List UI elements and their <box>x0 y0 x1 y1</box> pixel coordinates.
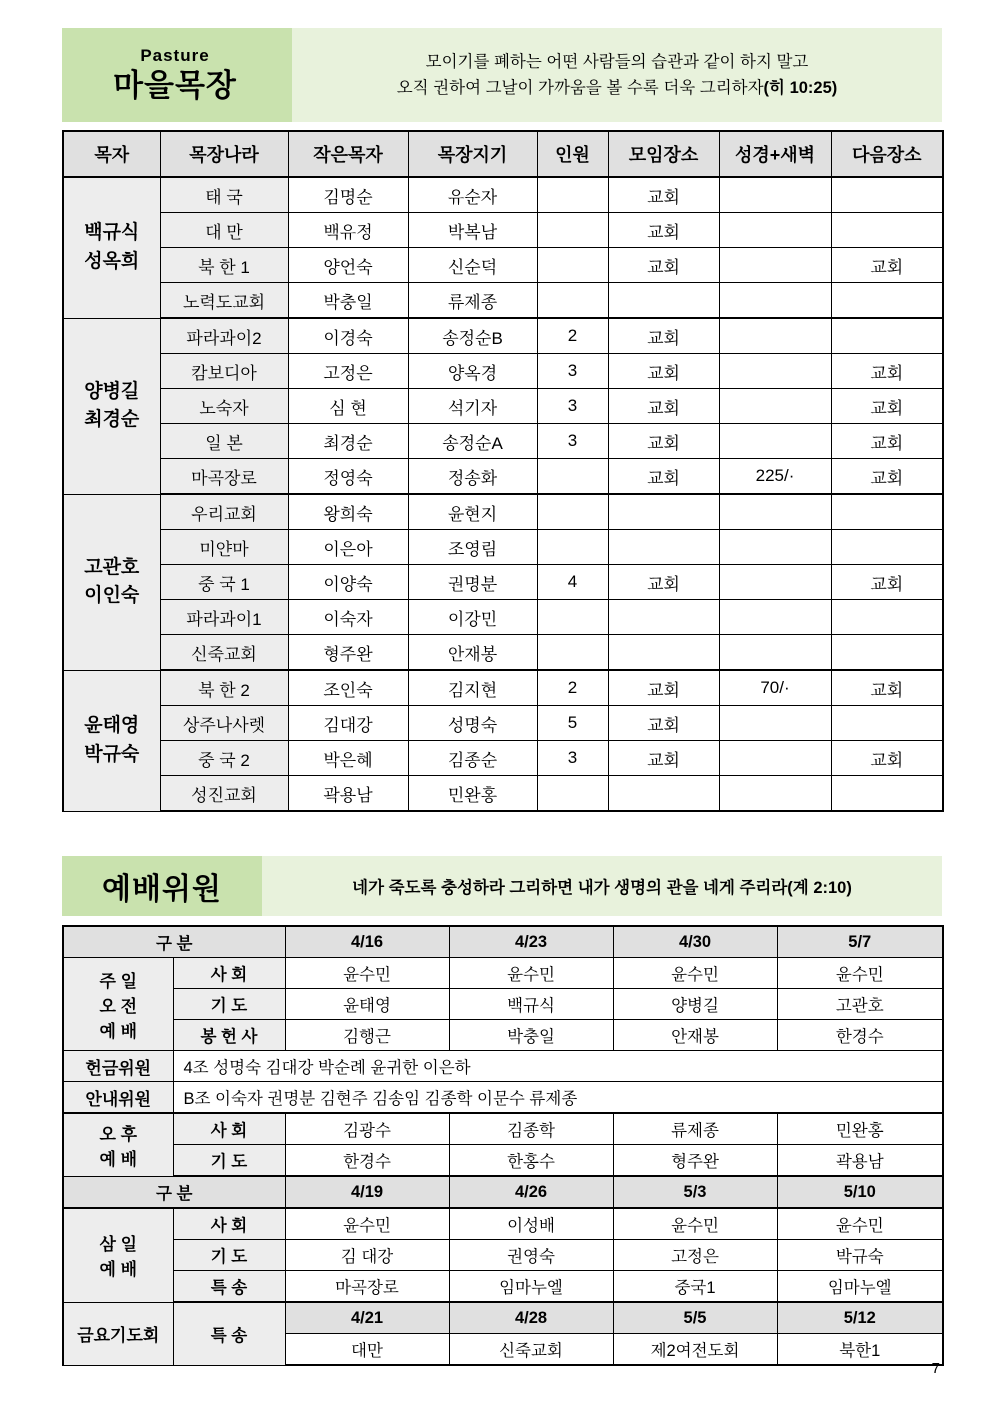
offering-label: 헌금위원 <box>63 1051 173 1082</box>
cell-bible <box>719 318 831 354</box>
cell-place <box>608 776 719 812</box>
cell-count <box>537 776 608 812</box>
role-label: 사 회 <box>173 1208 285 1240</box>
cell-keeper: 김지현 <box>408 670 537 706</box>
date-cell: 4/28 <box>449 1302 613 1334</box>
cell-count <box>537 213 608 248</box>
cell-bible <box>719 283 831 319</box>
cell-keeper: 성명숙 <box>408 706 537 741</box>
cell-country: 파라과이2 <box>160 318 288 354</box>
section-label: 구 분 <box>63 926 285 958</box>
table-row <box>63 177 943 213</box>
cell-keeper: 정송화 <box>408 459 537 495</box>
table-row <box>63 354 943 389</box>
cell-small-pastor: 양언숙 <box>288 248 408 283</box>
cell-next-place: 교회 <box>831 741 943 776</box>
date-cell: 4/16 <box>285 926 449 958</box>
worship-banner <box>62 856 942 916</box>
cell-count <box>537 635 608 671</box>
cell-keeper: 류제종 <box>408 283 537 319</box>
cell-bible <box>719 248 831 283</box>
table-row <box>63 1145 943 1177</box>
usher-committee-row <box>63 1082 943 1114</box>
pasture-pastor-cell <box>63 494 160 670</box>
cell-count: 3 <box>537 424 608 459</box>
cell-place: 교회 <box>608 354 719 389</box>
friday-label: 금요기도회 <box>63 1302 173 1365</box>
cell-count <box>537 530 608 565</box>
cell-country: 태 국 <box>160 177 288 213</box>
pasture-col-country: 목장나라 <box>160 131 288 177</box>
cell-place: 교회 <box>608 213 719 248</box>
wednesday-label <box>63 1208 173 1302</box>
cell-small-pastor: 곽용남 <box>288 776 408 812</box>
role-label: 기 도 <box>173 1145 285 1177</box>
cell-bible: 225/· <box>719 459 831 495</box>
cell-bible <box>719 741 831 776</box>
cell-small-pastor: 심 현 <box>288 389 408 424</box>
pastor-name-line2: 성옥희 <box>84 250 140 272</box>
pasture-col-keeper: 목장지기 <box>408 131 537 177</box>
cell-place: 교회 <box>608 565 719 600</box>
cell-next-place <box>831 530 943 565</box>
cell-country: 미얀마 <box>160 530 288 565</box>
worship-table <box>62 925 944 1366</box>
table-row <box>63 1020 943 1051</box>
usher-members: B조 이숙자 권명분 김현주 김송임 김종학 이문수 류제종 <box>173 1082 943 1114</box>
pasture-col-bible: 성경+새벽 <box>719 131 831 177</box>
date-cell: 4/30 <box>613 926 777 958</box>
cell-place <box>608 635 719 671</box>
cell-country: 성진교회 <box>160 776 288 812</box>
cell-place: 교회 <box>608 459 719 495</box>
role-label: 기 도 <box>173 1240 285 1271</box>
table-row <box>63 283 943 319</box>
cell-person: 한경수 <box>777 1020 943 1051</box>
role-label: 사 회 <box>173 958 285 989</box>
cell-keeper: 박복남 <box>408 213 537 248</box>
worship-title-cell <box>62 856 262 916</box>
cell-count: 5 <box>537 706 608 741</box>
cell-small-pastor: 이숙자 <box>288 600 408 635</box>
cell-person: 고관호 <box>777 989 943 1020</box>
offering-committee-row <box>63 1051 943 1082</box>
role-label: 봉 헌 사 <box>173 1020 285 1051</box>
cell-count <box>537 600 608 635</box>
table-row <box>63 706 943 741</box>
cell-person: 한홍수 <box>449 1145 613 1177</box>
cell-small-pastor: 고정은 <box>288 354 408 389</box>
sunday-am-label <box>63 958 173 1051</box>
cell-person: 중국1 <box>613 1271 777 1303</box>
cell-bible <box>719 424 831 459</box>
cell-country: 대 만 <box>160 213 288 248</box>
pasture-verse-line2: 오직 권하여 그날이 가까움을 볼 수록 더욱 그리하자 <box>396 79 764 97</box>
cell-person: 형주완 <box>613 1145 777 1177</box>
cell-country: 상주나사렛 <box>160 706 288 741</box>
cell-small-pastor: 이양숙 <box>288 565 408 600</box>
cell-keeper: 양옥경 <box>408 354 537 389</box>
table-row <box>63 1271 943 1303</box>
date-cell: 5/5 <box>613 1302 777 1334</box>
date-cell: 5/7 <box>777 926 943 958</box>
cell-person: 양병길 <box>613 989 777 1020</box>
cell-keeper: 윤현지 <box>408 494 537 530</box>
cell-place <box>608 494 719 530</box>
table-row <box>63 424 943 459</box>
cell-small-pastor: 최경순 <box>288 424 408 459</box>
cell-next-place <box>831 213 943 248</box>
cell-count <box>537 494 608 530</box>
table-row <box>63 776 943 812</box>
cell-next-place <box>831 635 943 671</box>
pastor-name-line2: 박규숙 <box>84 743 140 765</box>
table-row <box>63 989 943 1020</box>
cell-small-pastor: 정영숙 <box>288 459 408 495</box>
cell-small-pastor: 박은혜 <box>288 741 408 776</box>
cell-person: 윤수민 <box>613 958 777 989</box>
pasture-title-cell <box>62 28 292 122</box>
cell-next-place: 교회 <box>831 248 943 283</box>
table-row <box>63 741 943 776</box>
cell-count: 3 <box>537 389 608 424</box>
cell-keeper: 김종순 <box>408 741 537 776</box>
cell-country: 일 본 <box>160 424 288 459</box>
table-row <box>63 670 943 706</box>
cell-count <box>537 459 608 495</box>
cell-next-place: 교회 <box>831 354 943 389</box>
cell-person: 김종학 <box>449 1113 613 1145</box>
cell-next-place: 교회 <box>831 565 943 600</box>
friday-dates-row <box>63 1302 943 1334</box>
cell-place: 교회 <box>608 318 719 354</box>
pasture-pastor-cell <box>63 318 160 494</box>
cell-keeper: 송정순A <box>408 424 537 459</box>
cell-person: 박충일 <box>449 1020 613 1051</box>
sunday-pm-label <box>63 1113 173 1176</box>
cell-place: 교회 <box>608 424 719 459</box>
cell-place <box>608 283 719 319</box>
page-number: 7 <box>931 1360 940 1377</box>
worship-dates-row-b <box>63 1176 943 1208</box>
cell-keeper: 권명분 <box>408 565 537 600</box>
label-line: 삼 일 <box>99 1235 138 1255</box>
cell-country: 중 국 2 <box>160 741 288 776</box>
label-line: 예 배 <box>99 1260 138 1280</box>
cell-keeper: 신순덕 <box>408 248 537 283</box>
cell-next-place <box>831 600 943 635</box>
pasture-col-small-pastor: 작은목자 <box>288 131 408 177</box>
cell-bible: 70/· <box>719 670 831 706</box>
cell-person: 고정은 <box>613 1240 777 1271</box>
pasture-header-row <box>63 131 943 177</box>
cell-bible <box>719 494 831 530</box>
cell-country: 북 한 2 <box>160 670 288 706</box>
cell-small-pastor: 이경숙 <box>288 318 408 354</box>
cell-bible <box>719 177 831 213</box>
table-row <box>63 1113 943 1145</box>
cell-place: 교회 <box>608 248 719 283</box>
table-row <box>63 459 943 495</box>
cell-next-place <box>831 494 943 530</box>
cell-place <box>608 600 719 635</box>
cell-group: 신죽교회 <box>449 1334 613 1366</box>
cell-count: 3 <box>537 741 608 776</box>
pastor-name-line1: 고관호 <box>84 556 140 578</box>
role-label: 기 도 <box>173 989 285 1020</box>
cell-place: 교회 <box>608 389 719 424</box>
role-label: 특 송 <box>173 1271 285 1303</box>
pasture-pastor-cell <box>63 670 160 811</box>
cell-person: 김행근 <box>285 1020 449 1051</box>
cell-person: 윤수민 <box>285 1208 449 1240</box>
cell-country: 노숙자 <box>160 389 288 424</box>
cell-person: 김 대강 <box>285 1240 449 1271</box>
pasture-col-pastor: 목자 <box>63 131 160 177</box>
cell-count: 3 <box>537 354 608 389</box>
pasture-table <box>62 130 944 812</box>
cell-person: 윤수민 <box>285 958 449 989</box>
cell-person: 이성배 <box>449 1208 613 1240</box>
cell-next-place: 교회 <box>831 459 943 495</box>
worship-title: 예배위원 <box>102 873 222 906</box>
cell-keeper: 조영림 <box>408 530 537 565</box>
cell-person: 류제종 <box>613 1113 777 1145</box>
table-row <box>63 213 943 248</box>
cell-place <box>608 530 719 565</box>
pasture-col-next-place: 다음장소 <box>831 131 943 177</box>
cell-keeper: 민완홍 <box>408 776 537 812</box>
cell-person: 마곡장로 <box>285 1271 449 1303</box>
cell-group: 북한1 <box>777 1334 943 1366</box>
table-row <box>63 389 943 424</box>
cell-next-place <box>831 177 943 213</box>
cell-person: 한경수 <box>285 1145 449 1177</box>
cell-group: 제2여전도회 <box>613 1334 777 1366</box>
cell-person: 박규숙 <box>777 1240 943 1271</box>
label-line: 주 일 <box>99 971 138 991</box>
table-row <box>63 565 943 600</box>
cell-small-pastor: 형주완 <box>288 635 408 671</box>
usher-label: 안내위원 <box>63 1082 173 1114</box>
offering-members: 4조 성명숙 김대강 박순례 윤귀한 이은하 <box>173 1051 943 1082</box>
cell-person: 임마누엘 <box>449 1271 613 1303</box>
cell-person: 임마누엘 <box>777 1271 943 1303</box>
label-line: 오 전 <box>99 996 138 1016</box>
cell-bible <box>719 600 831 635</box>
pastor-name-line1: 양병길 <box>84 380 140 402</box>
cell-person: 백규식 <box>449 989 613 1020</box>
cell-country: 신죽교회 <box>160 635 288 671</box>
date-cell: 4/19 <box>285 1176 449 1208</box>
pastor-name-line1: 백규식 <box>84 222 140 244</box>
cell-person: 권영숙 <box>449 1240 613 1271</box>
cell-next-place <box>831 283 943 319</box>
label-line: 예 배 <box>99 1149 138 1169</box>
table-row <box>63 635 943 671</box>
pastor-name-line2: 최경순 <box>84 409 140 430</box>
cell-place: 교회 <box>608 741 719 776</box>
cell-person: 윤수민 <box>777 958 943 989</box>
pasture-col-place: 모임장소 <box>608 131 719 177</box>
cell-keeper: 안재봉 <box>408 635 537 671</box>
cell-person: 윤수민 <box>613 1208 777 1240</box>
cell-small-pastor: 왕희숙 <box>288 494 408 530</box>
cell-bible <box>719 635 831 671</box>
cell-group: 대만 <box>285 1334 449 1366</box>
table-row <box>63 530 943 565</box>
cell-next-place: 교회 <box>831 670 943 706</box>
date-cell: 4/21 <box>285 1302 449 1334</box>
cell-small-pastor: 박충일 <box>288 283 408 319</box>
date-cell: 5/12 <box>777 1302 943 1334</box>
cell-person: 윤태영 <box>285 989 449 1020</box>
cell-small-pastor: 김대강 <box>288 706 408 741</box>
cell-next-place <box>831 776 943 812</box>
cell-small-pastor: 백유정 <box>288 213 408 248</box>
worship-dates-row-a <box>63 926 943 958</box>
cell-country: 파라과이1 <box>160 600 288 635</box>
cell-bible <box>719 776 831 812</box>
role-label: 사 회 <box>173 1113 285 1145</box>
cell-place: 교회 <box>608 177 719 213</box>
cell-keeper: 유순자 <box>408 177 537 213</box>
cell-next-place: 교회 <box>831 389 943 424</box>
cell-person: 윤수민 <box>449 958 613 989</box>
cell-person: 민완홍 <box>777 1113 943 1145</box>
label-line: 예 배 <box>99 1021 138 1041</box>
date-cell: 5/3 <box>613 1176 777 1208</box>
cell-bible <box>719 354 831 389</box>
worship-verse: 네가 죽도록 충성하라 그리하면 내가 생명의 관을 네게 주리라(계 2:10) <box>352 879 852 897</box>
cell-bible <box>719 389 831 424</box>
cell-small-pastor: 이은아 <box>288 530 408 565</box>
table-row <box>63 318 943 354</box>
cell-country: 노력도교회 <box>160 283 288 319</box>
cell-keeper: 이강민 <box>408 600 537 635</box>
cell-keeper: 송정순B <box>408 318 537 354</box>
cell-next-place: 교회 <box>831 424 943 459</box>
pasture-korean-title: 마을목장 <box>113 67 237 103</box>
cell-bible <box>719 706 831 741</box>
friday-role-label: 특 송 <box>173 1302 285 1365</box>
table-row <box>63 1208 943 1240</box>
cell-country: 마곡장로 <box>160 459 288 495</box>
cell-small-pastor: 김명순 <box>288 177 408 213</box>
cell-person: 안재봉 <box>613 1020 777 1051</box>
cell-country: 우리교회 <box>160 494 288 530</box>
cell-count: 2 <box>537 318 608 354</box>
table-row <box>63 600 943 635</box>
cell-keeper: 석기자 <box>408 389 537 424</box>
cell-count <box>537 248 608 283</box>
cell-small-pastor: 조인숙 <box>288 670 408 706</box>
date-cell: 5/10 <box>777 1176 943 1208</box>
pastor-name-line2: 이인숙 <box>84 585 140 606</box>
cell-count <box>537 283 608 319</box>
pasture-banner <box>62 28 942 122</box>
pasture-col-count: 인원 <box>537 131 608 177</box>
cell-person: 윤수민 <box>777 1208 943 1240</box>
pasture-pastor-cell <box>63 177 160 318</box>
pasture-verse-line1: 모이기를 폐하는 어떤 사람들의 습관과 같이 하지 말고 <box>425 52 809 71</box>
table-row <box>63 248 943 283</box>
cell-country: 중 국 1 <box>160 565 288 600</box>
section-label: 구 분 <box>63 1176 285 1208</box>
pasture-verse-ref: (히 10:25) <box>763 79 838 97</box>
cell-next-place <box>831 706 943 741</box>
table-row <box>63 494 943 530</box>
pasture-english-title: Pasture <box>140 45 210 65</box>
cell-count: 4 <box>537 565 608 600</box>
pasture-verse <box>292 28 942 122</box>
cell-bible <box>719 530 831 565</box>
cell-person: 김광수 <box>285 1113 449 1145</box>
cell-next-place <box>831 318 943 354</box>
date-cell: 4/26 <box>449 1176 613 1208</box>
cell-count <box>537 177 608 213</box>
cell-bible <box>719 565 831 600</box>
label-line: 오 후 <box>99 1124 138 1144</box>
cell-country: 캄보디아 <box>160 354 288 389</box>
cell-place: 교회 <box>608 706 719 741</box>
cell-count: 2 <box>537 670 608 706</box>
cell-country: 북 한 1 <box>160 248 288 283</box>
pastor-name-line1: 윤태영 <box>84 715 140 736</box>
cell-person: 곽용남 <box>777 1145 943 1177</box>
pasture-verse-line2-wrap <box>397 75 838 101</box>
table-row <box>63 1240 943 1271</box>
cell-place: 교회 <box>608 670 719 706</box>
table-row <box>63 958 943 989</box>
cell-bible <box>719 213 831 248</box>
date-cell: 4/23 <box>449 926 613 958</box>
